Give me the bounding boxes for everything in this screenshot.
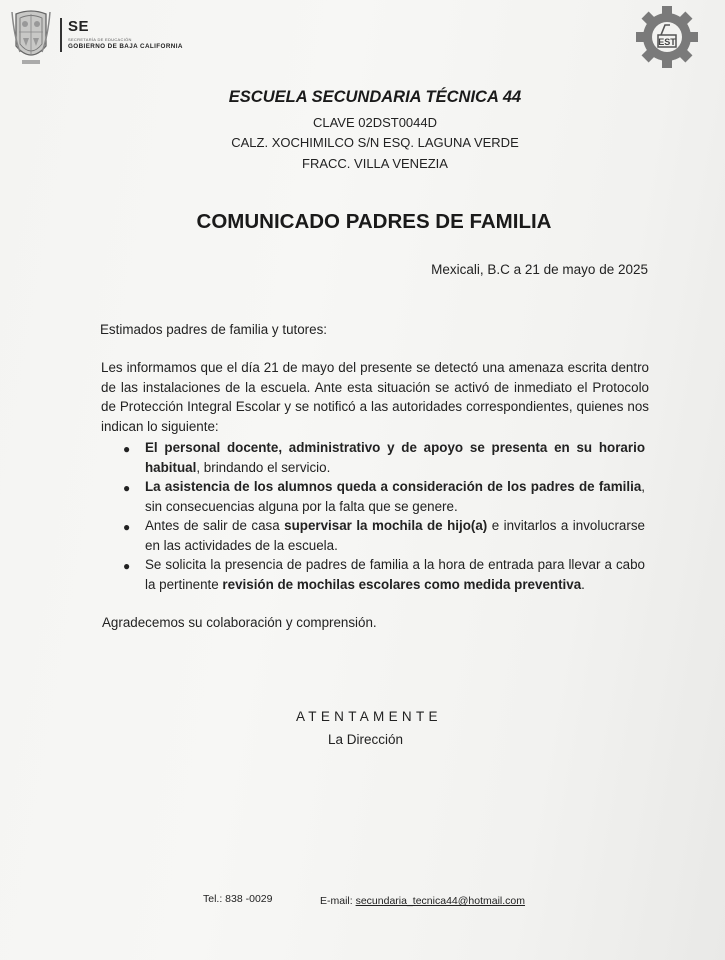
bullet-icon: ● [123, 559, 131, 573]
school-clave: CLAVE 02DST0044D [312, 115, 438, 130]
intro-paragraph: Les informamos que el día 21 de mayo del presente se detectó una amenaza escrita dentro de las instalaciones de la escuela. Ante esta situación se activó de inmediato el Protocolo de Protección Integral Escolar y se notificó a las autoridades correspondientes, quienes nos indican lo siguiente: [101, 360, 649, 434]
bullet-icon: ● [123, 481, 131, 495]
instructions-list [121, 438, 645, 594]
school-address-line1: CALZ. XOCHIMILCO S/N ESQ. LAGUNA VERDE [231, 135, 519, 150]
gear-logo-text: EST [658, 37, 676, 47]
document-title: COMUNICADO PADRES DE FAMILIA [196, 210, 552, 233]
school-address-line2: FRACC. VILLA VENEZIA [302, 156, 448, 171]
gear-school-logo [624, 6, 710, 68]
se-title: SE [68, 18, 90, 35]
email-label: E-mail: [320, 895, 356, 907]
coat-of-arms-logo [10, 6, 52, 68]
se-subtitle: SECRETARÍA DE EDUCACIÓN [68, 37, 132, 42]
bullet-icon: ● [123, 442, 131, 456]
greeting: Estimados padres de familia y tutores: [100, 322, 328, 337]
email-link[interactable]: secundaria_tecnica44@hotmail.com [355, 895, 526, 907]
thanks-line: Agradecemos su colaboración y comprensión. [102, 615, 377, 630]
document-date: Mexicali, B.C a 21 de mayo de 2025 [431, 262, 648, 277]
se-header [60, 18, 220, 54]
closing: ATENTAMENTE [296, 709, 442, 724]
se-divider [60, 18, 62, 52]
government-name: GOBIERNO DE BAJA CALIFORNIA [68, 43, 183, 50]
list-item: ● Antes de salir de casa supervisar la mochila de hijo(a) e invitarlos a involucrarse en las actividades de la escuela. [123, 518, 645, 553]
school-name: ESCUELA SECUNDARIA TÉCNICA 44 [228, 88, 522, 106]
signature: La Dirección [328, 732, 404, 747]
bullet-icon: ● [123, 520, 131, 534]
footer-phone: Tel.: 838 -0029 [203, 893, 273, 905]
footer-email [320, 895, 525, 907]
list-item: ● El personal docente, administrativo y de apoyo se presenta en su horario habitual, brindando el servicio. [123, 440, 645, 475]
list-item: ● Se solicita la presencia de padres de familia a la hora de entrada para llevar a cabo la pertinente revisión de mochilas escolares como medida preventiva. [123, 557, 645, 592]
list-item: ● La asistencia de los alumnos queda a consideración de los padres de familia, sin consecuencias alguna por la falta que se genere. [123, 479, 645, 514]
